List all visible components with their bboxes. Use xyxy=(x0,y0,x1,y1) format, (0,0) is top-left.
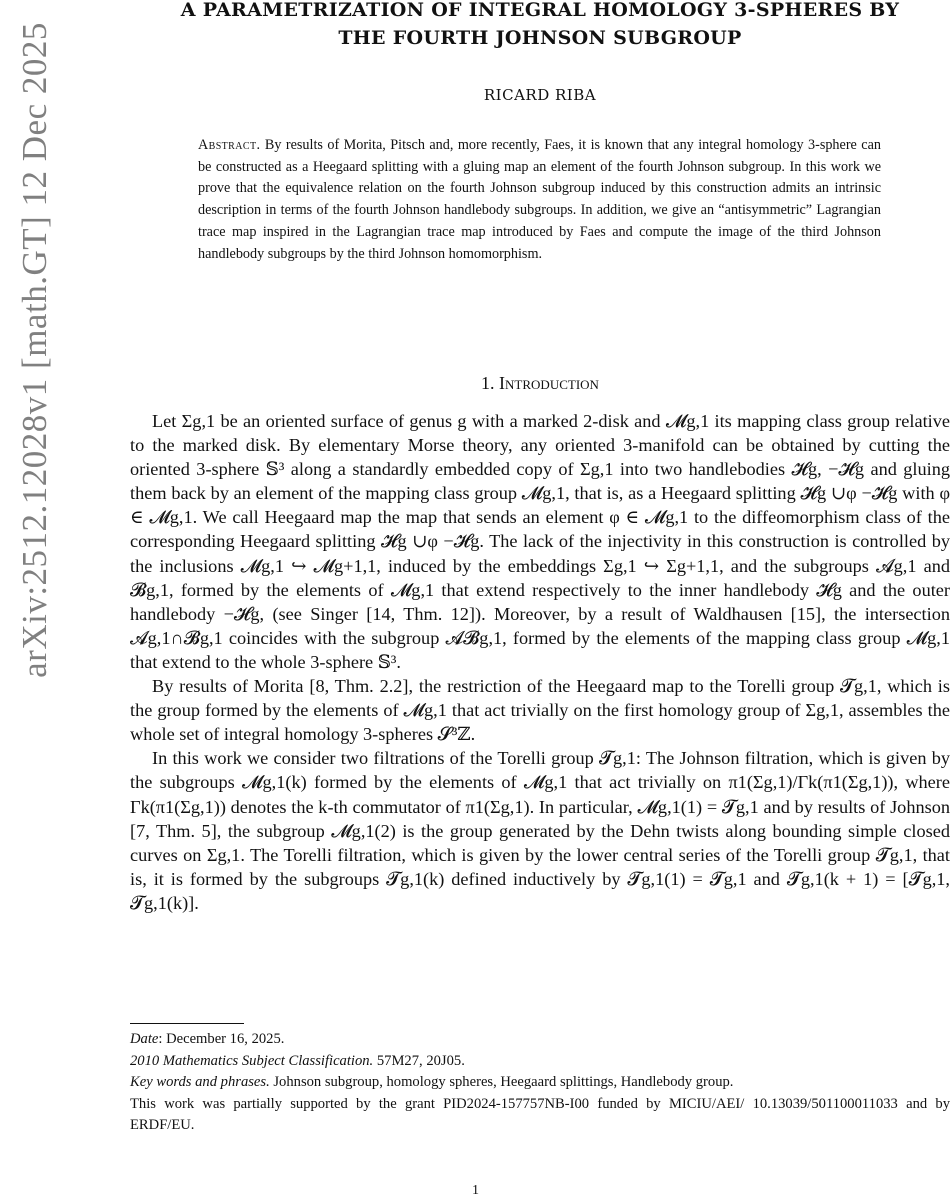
paragraph: Let Σg,1 be an oriented surface of genus g with a marked 2-disk and 𝓜g,1 its mapping class group relative to the marked disk. By elementary Morse theory, any oriented 3-manifold can be obtained by cutting the oriented 3-sphere 𝕊³ along a standardly embedded copy of Σg,1 into two handlebodies 𝓗g, −𝓗g and gluing them back by an element of the mapping class group 𝓜g,1, that is, as a Heegaard splitting 𝓗g ∪φ −𝓗g with φ ∈ 𝓜g,1. We call Heegaard map the map that sends an element φ ∈ 𝓜g,1 to the diffeomorphism class of the corresponding Heegaard splitting 𝓗g ∪φ −𝓗g. The lack of the injectivity in this construction is controlled by the inclusions 𝓜g,1 ↪ 𝓜g+1,1, induced by the embeddings Σg,1 ↪ Σg+1,1, and the subgroups 𝓐g,1 and 𝓑g,1, formed by the elements of 𝓜g,1 that extend respectively to the inner handlebody 𝓗g and the outer handlebody −𝓗g, (see Singer [14, Thm. 12]). Moreover, by a result of Waldhausen [15], the intersection 𝓐g,1∩𝓑g,1 coincides with the subgroup 𝓐𝓑g,1, formed by the elements of the mapping class group 𝓜g,1 that extend to the whole 3-sphere 𝕊³. xyxy=(130,411,950,672)
page-number: 1 xyxy=(472,1183,479,1198)
title-line-2: THE FOURTH JOHNSON SUBGROUP xyxy=(338,27,742,49)
author-name: RICARD RIBA xyxy=(483,86,597,104)
footnotes xyxy=(130,1029,950,1137)
footnote-msc xyxy=(130,1051,950,1073)
keywords-label: Key words and phrases. xyxy=(130,1074,270,1090)
date-label: Date xyxy=(130,1031,159,1047)
arxiv-stamp xyxy=(0,0,70,700)
section-heading xyxy=(130,373,950,394)
section-title: Introduction xyxy=(499,373,599,393)
footnote-funding: This work was partially supported by the grant PID2024-157757NB-I00 funded by MICIU/AEI/ 10.13039/501100011033 and by ERDF/EU. xyxy=(130,1095,950,1133)
paper-title xyxy=(130,0,950,52)
title-line-1: A PARAMETRIZATION OF INTEGRAL HOMOLOGY 3-SPHERES BY xyxy=(180,0,900,21)
arxiv-identifier[interactable]: arXiv:2512.12028v1 [math.GT] 12 Dec 2025 xyxy=(15,22,54,678)
paragraph: In this work we consider two filtrations of the Torelli group 𝓣g,1: The Johnson filtration, which is given by the subgroups 𝓜g,1(k) formed by the elements of 𝓜g,1 that act trivially on π1(Σg,1)/Γk(π1(Σg,1)), where Γk(π1(Σg,1)) denotes the k-th commutator of π1(Σg,1). In particular, 𝓜g,1(1) = 𝓣g,1 and by results of Johnson [7, Thm. 5], the subgroup 𝓜g,1(2) is the group generated by the Dehn twists along bounding simple closed curves on Σg,1. The Torelli filtration, which is given by the lower central series of the Torelli group 𝓣g,1, that is, it is formed by the subgroups 𝓣g,1(k) defined inductively by 𝓣g,1(1) = 𝓣g,1 and 𝓣g,1(k + 1) = [𝓣g,1, 𝓣g,1(k)]. xyxy=(130,748,950,913)
abstract-label: Abstract. xyxy=(198,137,261,153)
abstract xyxy=(198,135,881,265)
section-number: 1. xyxy=(481,373,495,393)
introduction-body xyxy=(130,409,950,915)
abstract-text: By results of Morita, Pitsch and, more recently, Faes, it is known that any integral homology 3-sphere can be constructed as a Heegaard splitting with a gluing map an element of the fourth Johnson subgroup. In this work we prove that the equivalence relation on the fourth Johnson subgroup induced by this construction admits an intrinsic description in terms of the fourth Johnson handlebody subgroups. In addition, we give an “antisymmetric” Lagrangian trace map inspired in the Lagrangian trace map introduced by Faes and compute the image of the third Johnson handlebody subgroups by the third Johnson homomorphism. xyxy=(198,137,881,262)
footnote-rule xyxy=(130,1023,244,1024)
msc-label: 2010 Mathematics Subject Classification. xyxy=(130,1052,374,1069)
keywords-value: Johnson subgroup, homology spheres, Heegaard splittings, Handlebody group. xyxy=(269,1074,734,1090)
date-value: : December 16, 2025. xyxy=(158,1031,285,1047)
msc-value: 57M27, 20J05. xyxy=(373,1052,465,1069)
footnote-keywords xyxy=(130,1072,950,1094)
footnote-date xyxy=(130,1029,950,1051)
paragraph: By results of Morita [8, Thm. 2.2], the restriction of the Heegaard map to the Torelli group 𝓣g,1, which is the group formed by the elements of 𝓜g,1 that act trivially on the first homology group of Σg,1, assembles the whole set of integral homology 3-spheres 𝓢³ℤ. xyxy=(130,676,950,745)
